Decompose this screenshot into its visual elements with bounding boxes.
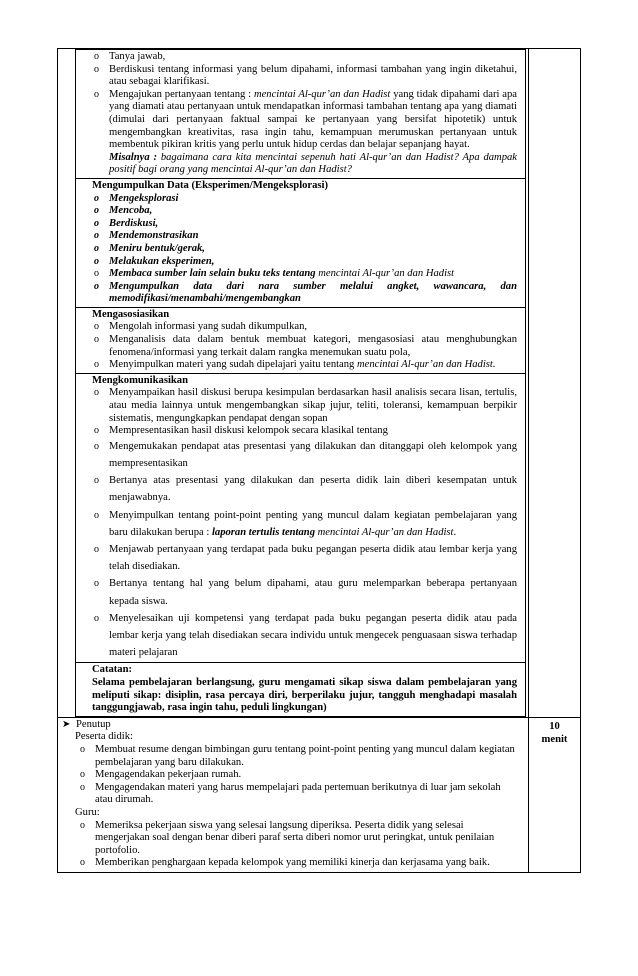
list-item: o Melakukan eksperimen, — [92, 256, 517, 269]
list-item: o Menganalisis data dalam bentuk membuat kategori, mengasosiasi atau menghubungkan fenomena/informasi yang terkait dalam rangka menemukan suatu pola, — [92, 334, 517, 359]
list-item: o Mengumpulkan data dari nara sumber melalui angket, wawancara, dan memodifikasi/menambahi/mengembangkan — [92, 281, 517, 306]
list-item: o Mengolah informasi yang sudah dikumpulkan, — [92, 321, 517, 334]
students-label: Peserta didik: — [75, 731, 133, 743]
list-item: o Tanya jawab, — [92, 51, 517, 64]
list-item: o Bertanya atas presentasi yang dilakukan dan peserta didik lain diberi kesempatan untuk menjawabnya. — [92, 472, 517, 506]
note-section — [75, 663, 526, 716]
lesson-activity-table — [57, 48, 581, 873]
questioning-section — [75, 49, 526, 179]
associating-list — [92, 321, 517, 371]
list-item: o Memberikan penghargaan kepada kelompok yang memiliki kinerja dan kerjasama yang baik. — [75, 857, 520, 870]
list-item: o Mengemukakan pendapat atas presentasi yang dilakukan dan ditanggapi oleh kelompok yang mempresentasikan — [92, 438, 517, 472]
lesson-plan-page — [57, 48, 580, 873]
topic-text: mencintai Al-qur’an dan Hadist — [253, 88, 391, 100]
duration-value: 10 — [549, 720, 560, 732]
list-item: o Berdiskusi tentang informasi yang belum dipahami, informasi tambahan yang ingin diketahui, atau sebagai klarifikasi. — [92, 64, 517, 89]
list-item — [92, 507, 517, 541]
example-question: bagaimana cara kita mencintai sepenuh hati Al-qur’an dan Hadist? Apa dampak positif bagi orang yang mencintai Al-qur’an dan Hadist? — [109, 151, 517, 176]
note-text: Selama pembelajaran berlangsung, guru mengamati sikap siswa dalam pembelajaran yang meliputi sikap: disiplin, rasa percaya diri, berperilaku jujur, tangguh menghadapi masalah tanggungjawab, rasa ingin tahu, peduli lingkungan) — [92, 677, 517, 714]
list-item-text: Menyimpulkan tentang point-point penting yang muncul dalam kegiatan pembelajaran yang baru dilakukan berupa : — [109, 509, 517, 538]
duration-unit: menit — [541, 733, 568, 745]
example-label: Misalnya : — [109, 151, 157, 163]
list-item: o Mengeksplorasi — [92, 193, 517, 206]
core-activity-inner — [58, 49, 528, 717]
list-item — [92, 359, 517, 372]
questioning-list — [92, 51, 517, 152]
topic-text: mencintai Al-qur’an dan Hadist — [315, 268, 455, 280]
list-item: o Membuat resume dengan bimbingan guru tentang point-point penting yang muncul dalam kegiatan pembelajaran yang baru dilakukan. — [75, 744, 520, 769]
list-item: o Menyelesaikan uji kompetensi yang terdapat pada buku pegangan peserta didik atau pada lembar kerja yang telah disediakan secara individu untuk mengecek penguasaan siswa terhadap materi pelajaran — [92, 610, 517, 662]
list-item — [92, 89, 517, 152]
teacher-list — [62, 820, 520, 870]
closing-title: Penutup — [76, 718, 111, 730]
teacher-label: Guru: — [75, 806, 100, 818]
triangle-arrow-icon: ➤ — [62, 718, 71, 730]
example-text — [92, 152, 517, 177]
topic-text: mencintai Al-qur’an dan Hadist. — [357, 359, 496, 371]
closing-title-line — [62, 719, 520, 732]
communicating-list-tall — [92, 438, 517, 662]
section-heading: Mengkomunikasikan — [92, 374, 188, 386]
topic-text: mencintai Al-qur’an dan Hadist — [315, 526, 454, 538]
list-item-text: Mengajukan pertanyaan tentang : — [109, 88, 254, 100]
duration-cell — [529, 717, 581, 872]
report-text: laporan tertulis tentang — [211, 526, 315, 538]
list-item: o Mengagendakan pekerjaan rumah. — [75, 769, 520, 782]
list-item — [92, 268, 517, 281]
duration-cell-empty — [529, 49, 581, 718]
associating-section — [75, 308, 526, 374]
list-item: o Berdiskusi, — [92, 218, 517, 231]
list-item: o Memeriksa pekerjaan siswa yang selesai langsung diperiksa. Peserta didik yang selesai mengerjakan soal dengan benar diberi paraf serta diberi nomor urut peringkat, untuk penilaian portofolio. — [75, 820, 520, 858]
list-item: o Menjawab pertanyaan yang terdapat pada buku pegangan peserta didik atau lembar kerja yang telah disediakan. — [92, 541, 517, 575]
section-heading: Mengumpulkan Data (Eksperimen/Mengeksplorasi) — [92, 179, 329, 191]
collecting-data-section — [75, 179, 526, 308]
list-item-text: Menyimpulkan materi yang sudah dipelajari yaitu tentang — [109, 359, 358, 371]
closing-cell — [58, 717, 529, 872]
students-list — [62, 744, 520, 807]
note-heading: Catatan: — [92, 664, 133, 676]
list-item: o Meniru bentuk/gerak, — [92, 243, 517, 256]
list-item: o Bertanya tentang hal yang belum dipahami, atau guru melemparkan beberapa pertanyaan kepada siswa. — [92, 575, 517, 609]
communicating-list-compact — [92, 387, 517, 437]
list-item: o Mencoba, — [92, 205, 517, 218]
list-item-text: yang tidak dipahami dari apa yang diamati atau pertanyaan untuk mendapatkan informasi tambahan tentang apa yang diamati (dimulai dari pertanyaan faktual sampai ke pertanyaan yang bersifat hipotetik) untuk mengembangkan kreativitas, rasa ingin tahu, kemampuan merumuskan pertanyaan untuk membentuk pikiran kritis yang perlu untuk hidup cerdas dan belajar sepanjang hayat. — [109, 88, 517, 151]
collecting-list — [92, 193, 517, 306]
section-heading: Mengasosiasikan — [92, 308, 170, 320]
list-item: o Mempresentasikan hasil diskusi kelompok secara klasikal tentang — [92, 425, 517, 438]
closing-row — [58, 717, 581, 872]
list-item-text: . — [453, 526, 457, 538]
list-item-text: Membaca sumber lain selain buku teks tentang — [109, 268, 316, 280]
core-activity-row — [58, 49, 581, 718]
list-item: o Mengagendakan materi yang harus mempelajari pada pertemuan berikutnya di luar jam sekolah atau dirumah. — [75, 782, 520, 807]
list-item: o Menyampaikan hasil diskusi berupa kesimpulan berdasarkan hasil analisis secara lisan, tertulis, atau media lainnya untuk mengembangkan sikap jujur, teliti, toleransi, kemampuan berpikir sistematis, mengungkapkan pendapat dengan sopan — [92, 387, 517, 425]
core-activity-cell — [58, 49, 529, 718]
list-item: o Mendemonstrasikan — [92, 230, 517, 243]
communicating-section — [75, 374, 526, 664]
